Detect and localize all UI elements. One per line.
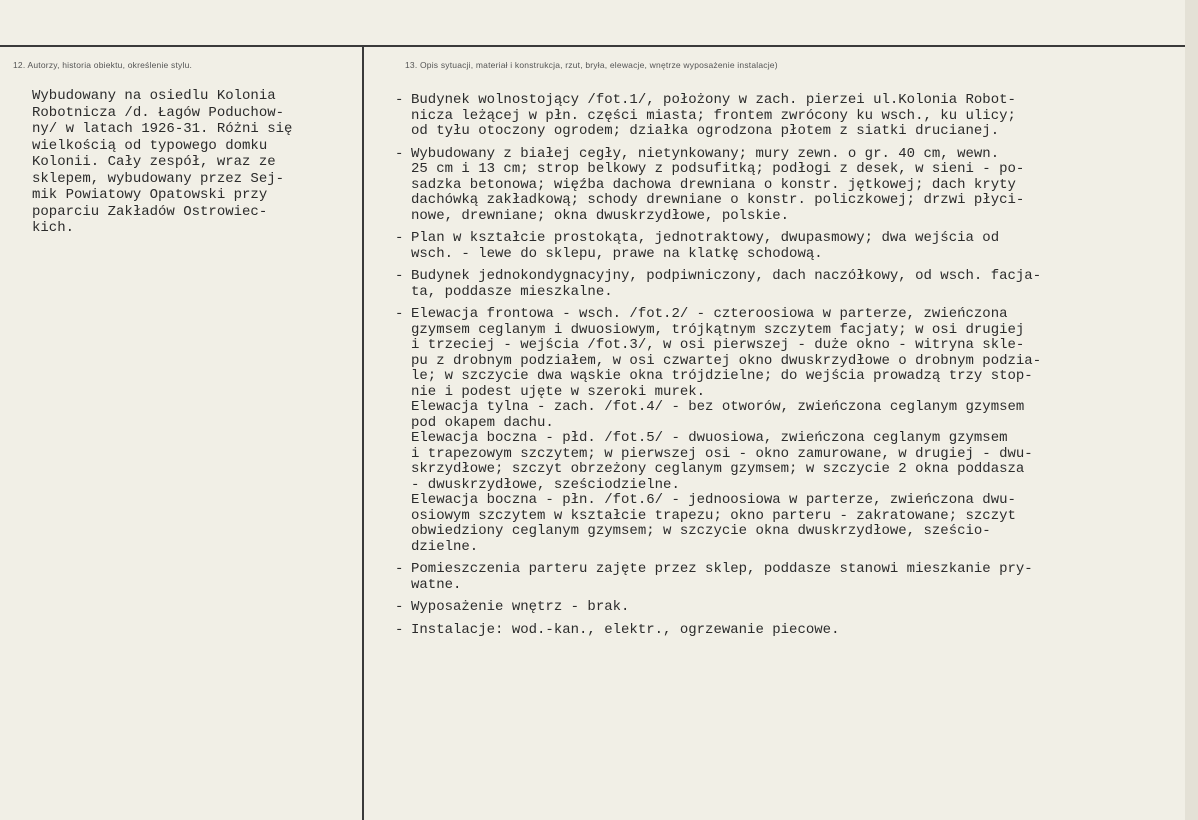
list-item (395, 147, 1175, 225)
list-bullet: - (395, 599, 404, 615)
page-edge (1185, 0, 1198, 820)
list-item (395, 231, 1175, 262)
column-divider (362, 46, 364, 820)
list-bullet: - (395, 561, 404, 577)
list-bullet: - (395, 145, 404, 162)
history-text: Wybudowany na osiedlu Kolonia Robotnicza /d. Łagów Poduchow- ny/ w latach 1926-31. Różni się wielkością od typowego domku Kolonii. Cały zespół, wraz ze sklepem, wybudowany przez Sej- mik Powiatowy Opatowski przy poparciu Zakładów Ostrowiec- kich. (32, 88, 293, 236)
header-divider (0, 45, 1198, 47)
list-item (395, 93, 1175, 140)
list-item (395, 269, 1175, 300)
description-list (395, 93, 1175, 645)
list-item-text: Budynek jednokondygnacyjny, podpiwniczony, dach naczółkowy, od wsch. facja- ta, poddasze mieszkalne. (411, 268, 1042, 300)
list-item-text: Budynek wolnostojący /fot.1/, położony w zach. pierzei ul.Kolonia Robot- nicza leżącej w płn. części miasta; frontem zwrócony ku wsch., ku ulicy; od tyłu otoczony ogrodem; działka ogrodzona płotem z siatki drucianej. (411, 92, 1016, 139)
list-item (395, 562, 1175, 593)
list-item-text: Pomieszczenia parteru zajęte przez sklep, poddasze stanowi mieszkanie pry- watne. (411, 561, 1033, 593)
list-item-text: Wyposażenie wnętrz - brak. (411, 599, 630, 615)
list-item-text: Instalacje: wod.-kan., elektr., ogrzewanie piecowe. (411, 621, 840, 638)
list-item (395, 623, 1175, 639)
list-bullet: - (395, 230, 404, 246)
list-item-text: Wybudowany z białej cegły, nietynkowany; mury zewn. o gr. 40 cm, wewn. 25 cm i 13 cm; strop belkowy z podsufitką; podłogi z desek, w sieni - po- sadzka betonowa; więźba dachowa drewniana o konstr. jętkowej; dach kryty dachówką zakładkową; schody drewniane o konstr. policzkowej; drzwi płyci- nowe, drewniane; okna dwuskrzydłowe, polskie. (411, 145, 1025, 224)
section-13-header: 13. Opis sytuacji, materiał i konstrukcja, rzut, bryła, elewacje, wnętrze wyposażenie instalacje) (405, 60, 778, 70)
list-item-text: Elewacja frontowa - wsch. /fot.2/ - czteroosiowa w parterze, zwieńczona gzymsem ceglanym i dwuosiowym, trójkątnym szczytem facjaty; w osi drugiej i trzeciej - wejścia /fot.3/, w osi pierwszej - duże okno - witryna skle- pu z drobnym podziałem, w osi czwartej okno dwuskrzydłowe o drobnym podzia- le; w szczycie dwa wąskie okna trójdzielne; do wejścia prowadzą trzy stop- nie i podest ujęte w szeroki murek. Elewacja tylna - zach. /fot.4/ - bez otworów, zwieńczona ceglanym gzymsem pod okapem dachu. Elewacja boczna - płd. /fot.5/ - dwuosiowa, zwieńczona ceglanym gzymsem i trapezowym szczytem; w pierwszej osi - okno zamurowane, w drugiej - dwu- skrzydłowe; szczyt obrzeżony ceglanym gzymsem; w szczycie 2 okna poddasza - dwuskrzydłowe, sześciodzielne. Elewacja boczna - płn. /fot.6/ - jednoosiowa w parterze, zwieńczona dwu- osiowym szczytem w kształcie trapezu; okno parteru - zakratowane; szczyt obwiedziony ceglanym gzymsem; w szczycie okna dwuskrzydłowe, sześcio- dzielne. (411, 306, 1042, 555)
list-bullet: - (395, 92, 404, 108)
list-bullet: - (395, 268, 404, 284)
list-item (395, 307, 1175, 555)
list-item-text: Plan w kształcie prostokąta, jednotraktowy, dwupasmowy; dwa wejścia od wsch. - lewe do sklepu, prawe na klatkę schodową. (411, 230, 1000, 262)
list-item (395, 600, 1175, 616)
list-bullet: - (395, 306, 404, 322)
list-bullet: - (395, 621, 404, 638)
section-12-header: 12. Autorzy, historia obiektu, określenie stylu. (13, 60, 193, 70)
